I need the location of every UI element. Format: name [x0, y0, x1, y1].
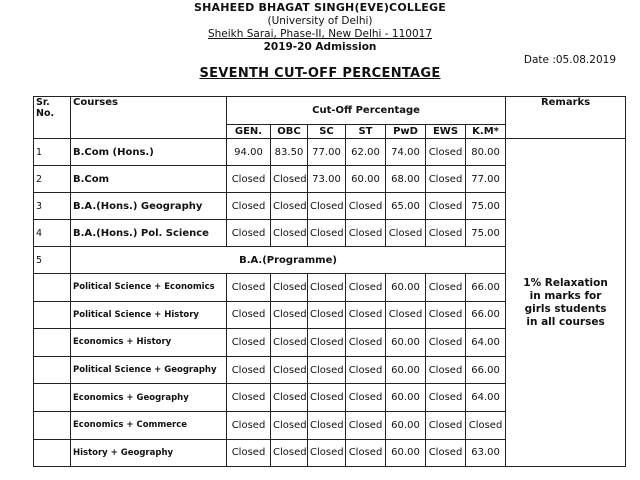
cutoff-value: Closed	[346, 329, 386, 357]
programme-label: B.A.(Programme)	[71, 247, 506, 274]
cutoff-value: Closed	[271, 166, 308, 193]
cutoff-value: Closed	[271, 411, 308, 439]
cutoff-value: Closed	[346, 220, 386, 247]
cutoff-value: Closed	[386, 220, 426, 247]
cutoff-value: Closed	[227, 193, 271, 220]
cutoff-value: Closed	[271, 384, 308, 412]
sr-number: 5	[34, 247, 71, 274]
sr-number-empty	[34, 384, 71, 412]
cutoff-table	[33, 96, 626, 467]
cutoff-value: Closed	[271, 356, 308, 384]
cutoff-value: Closed	[346, 356, 386, 384]
sr-number: 3	[34, 193, 71, 220]
course-name: B.A.(Hons.) Pol. Science	[71, 220, 227, 247]
cutoff-value: Closed	[308, 329, 346, 357]
cutoff-value: Closed	[426, 411, 466, 439]
sr-number-empty	[34, 274, 71, 302]
cutoff-value: Closed	[271, 193, 308, 220]
subject-combination: Economics + Geography	[71, 384, 227, 412]
subject-combination: History + Geography	[71, 439, 227, 467]
cutoff-header: Cut-Off Percentage	[227, 97, 506, 125]
cutoff-value: 83.50	[271, 139, 308, 166]
subject-combination: Economics + Commerce	[71, 411, 227, 439]
cutoff-value: Closed	[346, 193, 386, 220]
category-header: GEN.	[227, 125, 271, 139]
sr-number: 1	[34, 139, 71, 166]
cutoff-value: Closed	[308, 274, 346, 302]
cutoff-value: Closed	[271, 220, 308, 247]
cutoff-value: Closed	[227, 166, 271, 193]
subject-combination: Political Science + Economics	[71, 274, 227, 302]
cutoff-value: Closed	[308, 356, 346, 384]
cutoff-value: Closed	[308, 411, 346, 439]
course-name: B.Com (Hons.)	[71, 139, 227, 166]
cutoff-value: 77.00	[466, 166, 506, 193]
cutoff-value: 66.00	[466, 356, 506, 384]
college-name: SHAHEED BHAGAT SINGH(EVE)COLLEGE	[194, 1, 446, 14]
header-row-1	[34, 97, 626, 125]
cutoff-value: 60.00	[386, 411, 426, 439]
category-header: PwD	[386, 125, 426, 139]
cutoff-value: Closed	[426, 220, 466, 247]
subject-combination: Political Science + Geography	[71, 356, 227, 384]
sr-number-empty	[34, 439, 71, 467]
cutoff-value: Closed	[426, 193, 466, 220]
cutoff-value: Closed	[308, 384, 346, 412]
cutoff-value: Closed	[466, 411, 506, 439]
cutoff-value: 60.00	[386, 384, 426, 412]
cutoff-value: Closed	[308, 439, 346, 467]
sr-number-empty	[34, 356, 71, 384]
cutoff-value: Closed	[227, 220, 271, 247]
remarks-header: Remarks	[506, 97, 626, 139]
cutoff-value: Closed	[426, 166, 466, 193]
cutoff-value: Closed	[227, 384, 271, 412]
university-name: (University of Delhi)	[267, 15, 373, 27]
cutoff-value: 68.00	[386, 166, 426, 193]
category-header: K.M*	[466, 125, 506, 139]
cutoff-value: Closed	[308, 301, 346, 329]
cutoff-value: Closed	[271, 301, 308, 329]
category-header: OBC	[271, 125, 308, 139]
sr-number-empty	[34, 329, 71, 357]
cutoff-value: 62.00	[346, 139, 386, 166]
cutoff-value: 60.00	[386, 356, 426, 384]
cutoff-value: Closed	[227, 301, 271, 329]
cutoff-value: Closed	[426, 274, 466, 302]
category-header: SC	[308, 125, 346, 139]
cutoff-value: 60.00	[386, 329, 426, 357]
admission-year: 2019-20 Admission	[263, 41, 377, 53]
cutoff-value: Closed	[227, 439, 271, 467]
category-header: EWS	[426, 125, 466, 139]
cutoff-value: Closed	[346, 301, 386, 329]
cutoff-value: Closed	[426, 356, 466, 384]
sr-number-empty	[34, 411, 71, 439]
cutoff-value: 75.00	[466, 193, 506, 220]
cutoff-value: Closed	[308, 220, 346, 247]
courses-header: Courses	[71, 97, 227, 139]
cutoff-value: 73.00	[308, 166, 346, 193]
cutoff-value: Closed	[271, 274, 308, 302]
college-address: Sheikh Sarai, Phase-II, New Delhi - 110017	[207, 28, 433, 40]
cutoff-value: Closed	[386, 301, 426, 329]
sr-number: 2	[34, 166, 71, 193]
cutoff-value: Closed	[346, 274, 386, 302]
subject-combination: Political Science + History	[71, 301, 227, 329]
cutoff-value: 60.00	[346, 166, 386, 193]
sr-number: 4	[34, 220, 71, 247]
cutoff-value: Closed	[346, 411, 386, 439]
cutoff-value: Closed	[346, 384, 386, 412]
cutoff-value: 64.00	[466, 329, 506, 357]
cutoff-value: Closed	[271, 439, 308, 467]
cutoff-value: 65.00	[386, 193, 426, 220]
remarks-note: 1% Relaxation in marks for girls students in all courses	[506, 139, 626, 467]
document-header	[0, 0, 640, 54]
cutoff-value: Closed	[271, 329, 308, 357]
cutoff-value: 74.00	[386, 139, 426, 166]
cutoff-value: Closed	[308, 193, 346, 220]
sr-number-empty	[34, 301, 71, 329]
cutoff-value: Closed	[227, 274, 271, 302]
cutoff-value: 77.00	[308, 139, 346, 166]
category-header: ST	[346, 125, 386, 139]
cutoff-value: 94.00	[227, 139, 271, 166]
course-name: B.Com	[71, 166, 227, 193]
cutoff-value: 60.00	[386, 274, 426, 302]
cutoff-value: Closed	[426, 139, 466, 166]
table-row	[34, 139, 626, 166]
cutoff-value: Closed	[227, 411, 271, 439]
course-name: B.A.(Hons.) Geography	[71, 193, 227, 220]
cutoff-value: Closed	[426, 439, 466, 467]
cutoff-value: Closed	[346, 439, 386, 467]
cutoff-value: 63.00	[466, 439, 506, 467]
cutoff-value: Closed	[426, 384, 466, 412]
cutoff-value: 64.00	[466, 384, 506, 412]
cutoff-value: Closed	[227, 329, 271, 357]
cutoff-value: Closed	[426, 301, 466, 329]
sr-header: Sr. No.	[34, 97, 71, 139]
cutoff-value: 66.00	[466, 301, 506, 329]
subject-combination: Economics + History	[71, 329, 227, 357]
cutoff-value: 80.00	[466, 139, 506, 166]
notice-date: Date :05.08.2019	[523, 54, 616, 66]
page-title: SEVENTH CUT-OFF PERCENTAGE	[199, 66, 441, 81]
cutoff-value: Closed	[426, 329, 466, 357]
cutoff-value: 75.00	[466, 220, 506, 247]
cutoff-value: 60.00	[386, 439, 426, 467]
cutoff-value: Closed	[227, 356, 271, 384]
cutoff-value: 66.00	[466, 274, 506, 302]
